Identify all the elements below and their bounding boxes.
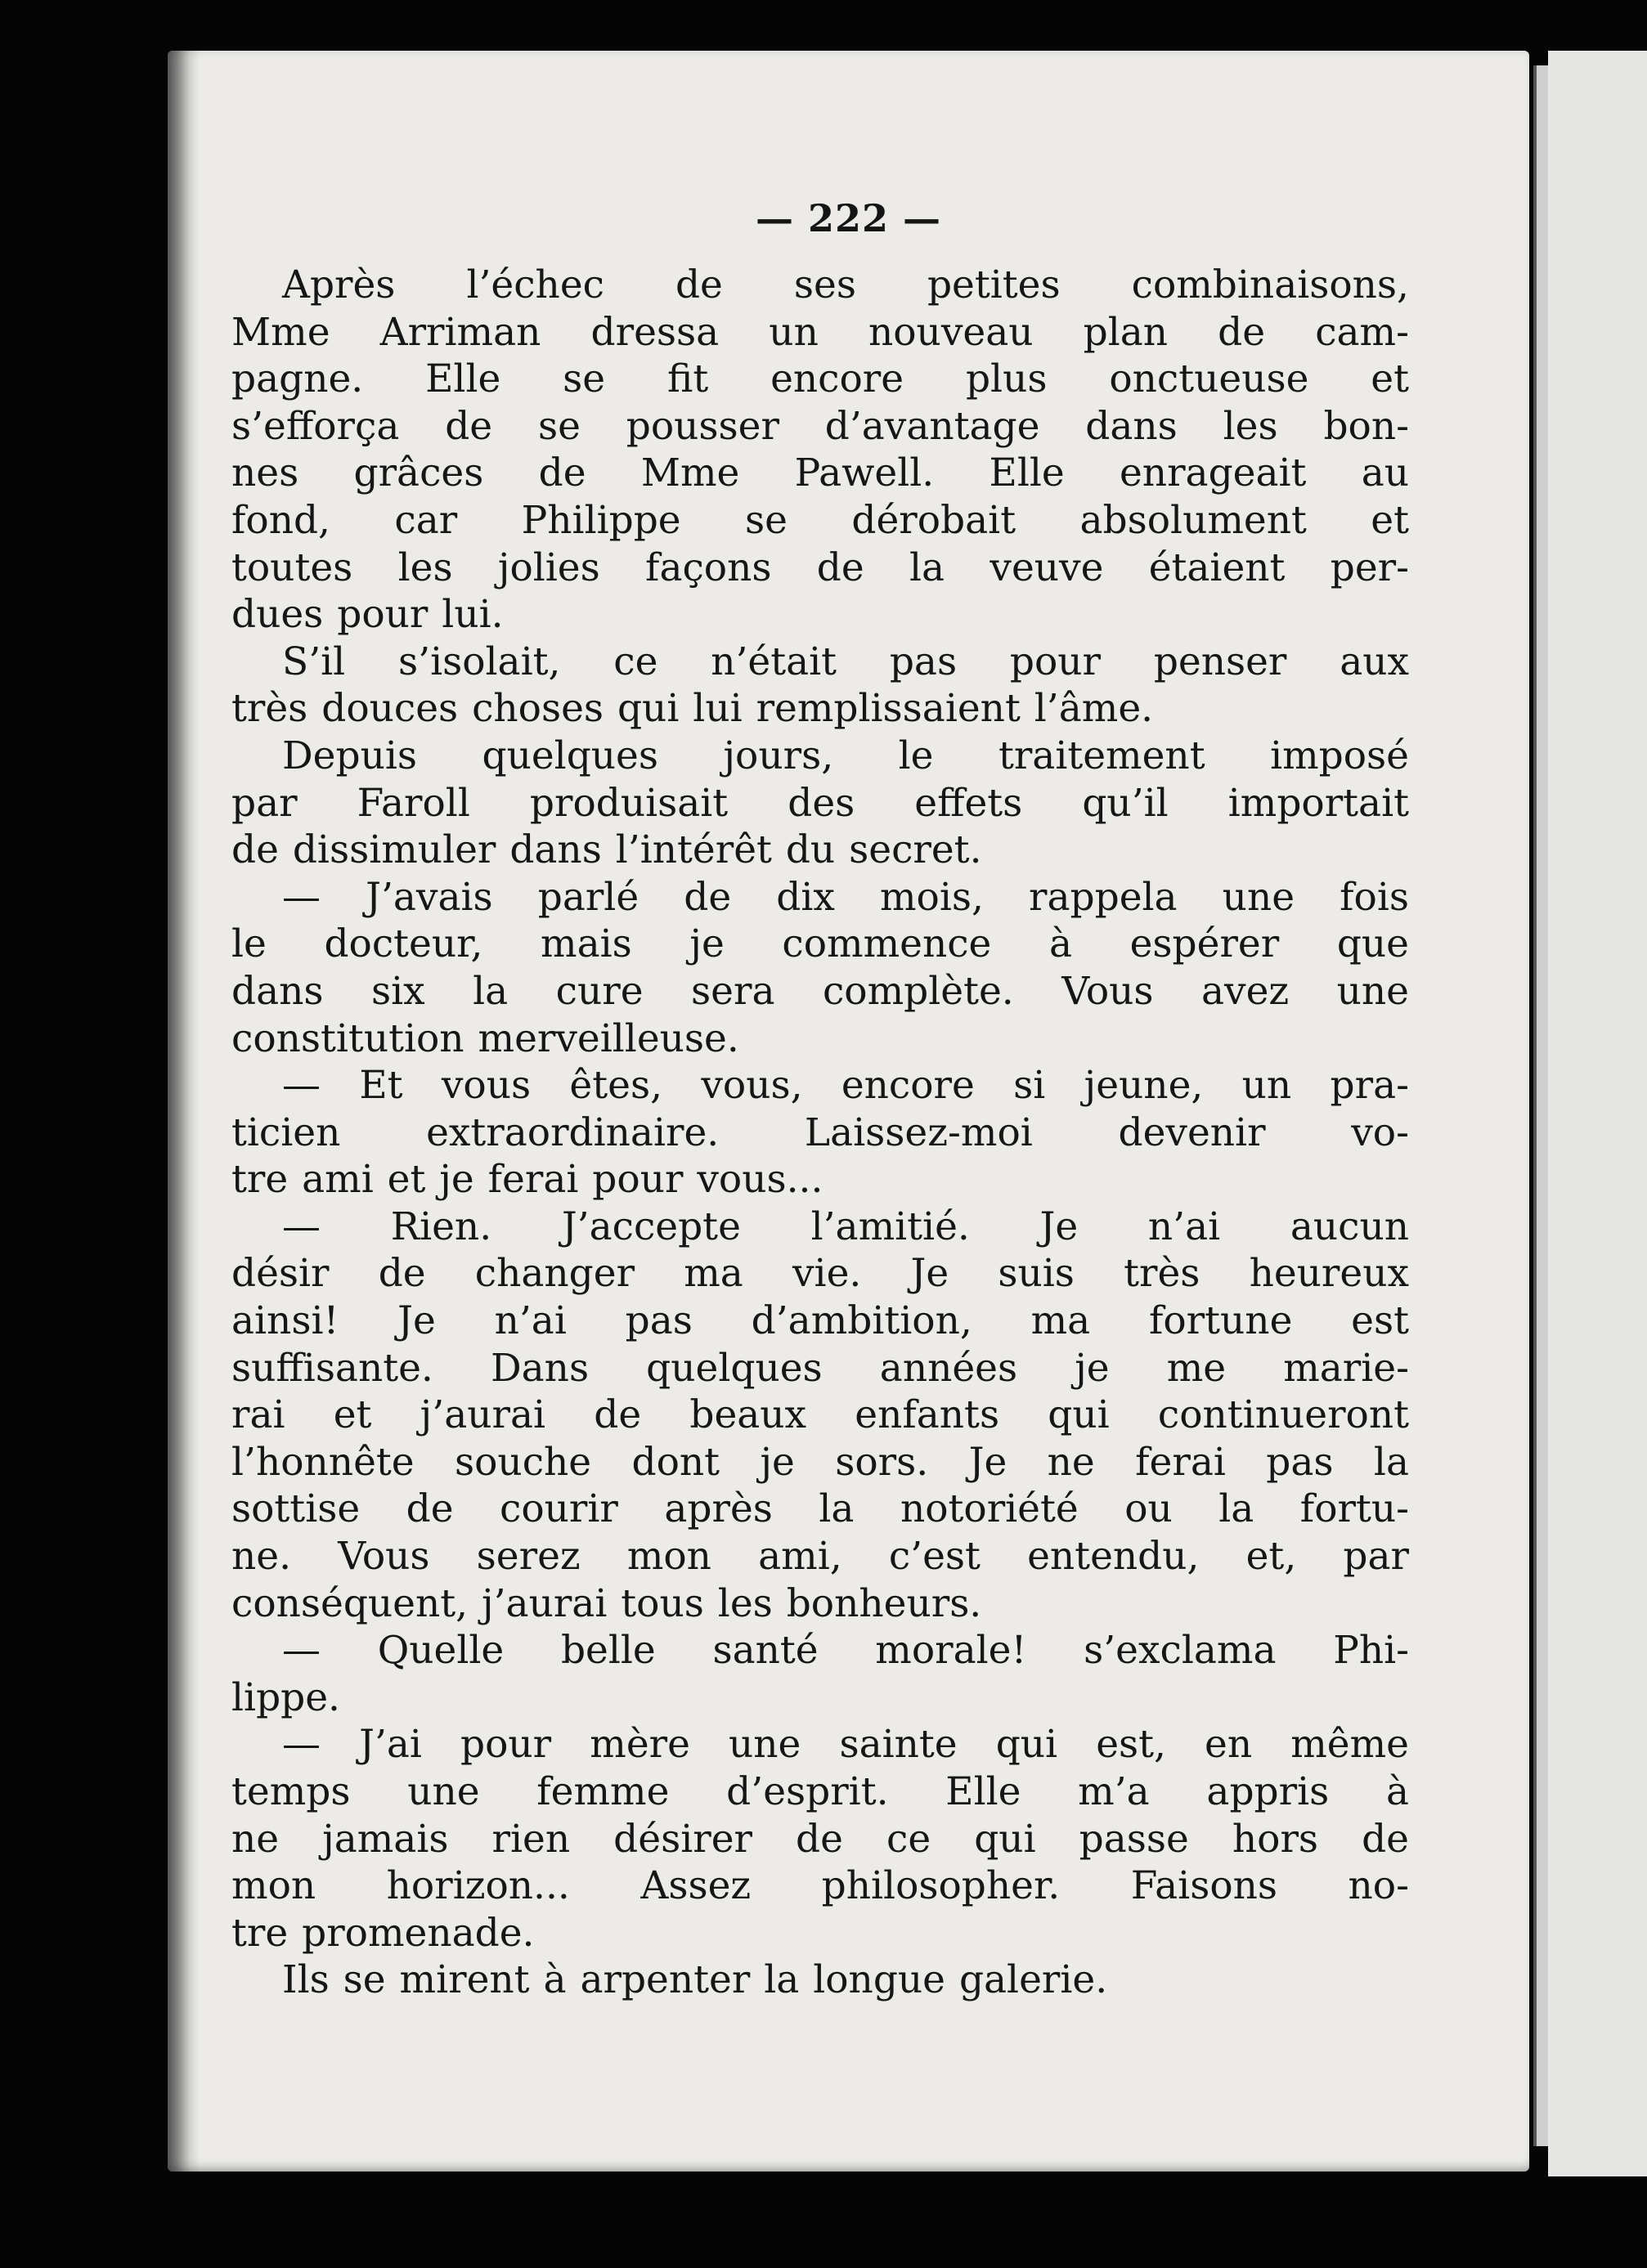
text-line: conséquent, j’aurai tous les bonheurs. — [231, 1580, 982, 1626]
text-line: toutes les jolies façons de la veuve étaient per- — [231, 545, 1409, 590]
text-line: Après l’échec de ses petites combinaisons, — [282, 262, 1409, 307]
adjacent-page — [1548, 51, 1647, 2176]
text-line: constitution merveilleuse. — [231, 1015, 739, 1061]
text-line: temps une femme d’esprit. Elle m’a appris à — [231, 1769, 1409, 1814]
text-line: sottise de courir après la notoriété ou la fortu- — [231, 1486, 1409, 1532]
text-line: tre promenade. — [231, 1910, 535, 1956]
text-line: fond, car Philippe se dérobait absolument et — [231, 497, 1409, 543]
text-line: lippe. — [231, 1674, 340, 1720]
text-line: dues pour lui. — [231, 592, 504, 638]
page-number: — 222 — — [755, 196, 942, 240]
text-line: ne jamais rien désirer de ce qui passe hors de — [231, 1816, 1409, 1862]
text-line: — Quelle belle santé morale! s’exclama Phi- — [282, 1628, 1409, 1674]
text-line: S’il s’isolait, ce n’était pas pour penser aux — [282, 639, 1409, 684]
text-line: — J’avais parlé de dix mois, rappela une fois — [282, 874, 1409, 920]
text-line: nes grâces de Mme Pawell. Elle enrageait au — [231, 450, 1409, 496]
text-line: ne. Vous serez mon ami, c’est entendu, et, par — [231, 1534, 1409, 1580]
text-line: mon horizon... Assez philosopher. Faisons no- — [231, 1863, 1409, 1909]
text-line: Mme Arriman dressa un nouveau plan de cam- — [231, 309, 1409, 355]
text-line: par Faroll produisait des effets qu’il importait — [231, 780, 1409, 826]
text-line: — J’ai pour mère une sainte qui est, en même — [282, 1722, 1409, 1768]
text-line: rai et j’aurai de beaux enfants qui continueront — [231, 1392, 1409, 1438]
text-line: l’honnête souche dont je sors. Je ne ferai pas la — [231, 1439, 1409, 1485]
text-line: très douces choses qui lui remplissaient l’âme. — [231, 686, 1154, 732]
text-line: ainsi! Je n’ai pas d’ambition, ma fortune est — [231, 1298, 1409, 1344]
text-line: tre ami et je ferai pour vous... — [231, 1157, 824, 1203]
text-line: ticien extraordinaire. Laissez-moi devenir vo- — [231, 1109, 1409, 1155]
text-line: désir de changer ma vie. Je suis très heureux — [231, 1251, 1409, 1297]
text-line: suffisante. Dans quelques années je me marie- — [231, 1345, 1409, 1391]
text-line: — Et vous êtes, vous, encore si jeune, un pra- — [282, 1063, 1409, 1109]
text-line: dans six la cure sera complète. Vous avez une — [231, 968, 1409, 1014]
text-line: le docteur, mais je commence à espérer que — [231, 921, 1409, 967]
text-line: Ils se mirent à arpenter la longue galerie. — [282, 1957, 1108, 2003]
text-line: — Rien. J’accepte l’amitié. Je n’ai aucun — [282, 1203, 1409, 1249]
spine-shadow — [168, 51, 200, 2172]
adjacent-page-edge — [1533, 65, 1548, 2146]
text-line: s’efforça de se pousser d’avantage dans les bon- — [231, 403, 1409, 449]
text-line: pagne. Elle se fit encore plus onctueuse et — [231, 356, 1409, 402]
page-text — [231, 262, 1409, 2004]
text-line: Depuis quelques jours, le traitement imposé — [282, 733, 1409, 778]
text-line: de dissimuler dans l’intérêt du secret. — [231, 827, 982, 873]
